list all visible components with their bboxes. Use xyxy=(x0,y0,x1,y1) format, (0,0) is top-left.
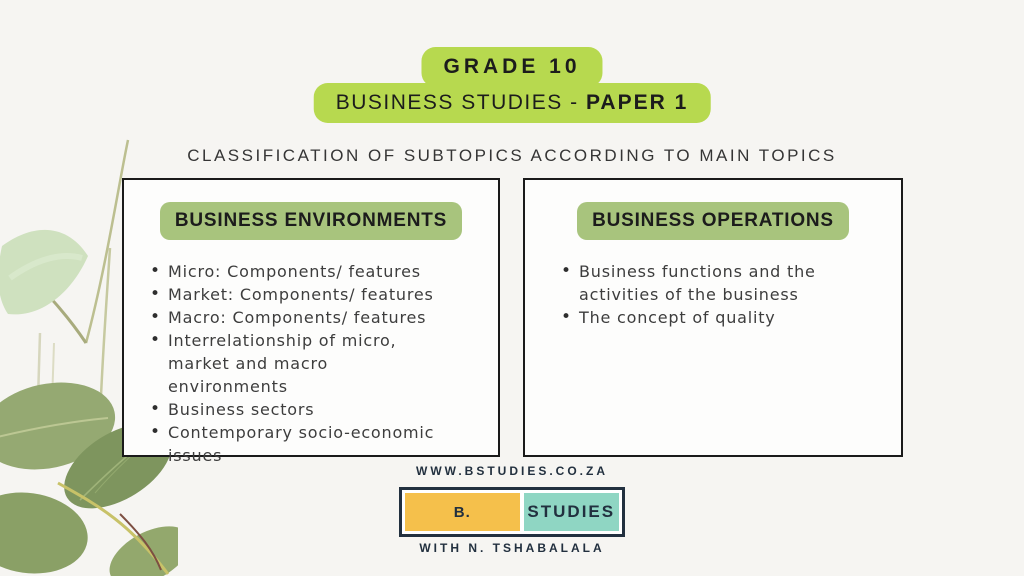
website-url: WWW.BSTUDIES.CO.ZA xyxy=(416,464,608,478)
list-item: • Interrelationship of micro, market and macro environments xyxy=(150,329,450,398)
list-item: • Contemporary socio-economic issues xyxy=(150,421,450,467)
business-environments-list xyxy=(150,260,498,467)
bstudies-logo xyxy=(399,487,625,537)
list-item: • The concept of quality xyxy=(561,306,861,329)
business-operations-heading: BUSINESS OPERATIONS xyxy=(577,202,849,240)
list-item: • Market: Components/ features xyxy=(150,283,450,306)
business-operations-box xyxy=(523,178,903,457)
logo-primary-block: B. xyxy=(405,493,520,531)
title-badge xyxy=(314,83,711,123)
title-regular: BUSINESS STUDIES - xyxy=(335,91,586,114)
list-item: • Micro: Components/ features xyxy=(150,260,450,283)
author-tagline: WITH N. TSHABALALA xyxy=(419,541,605,555)
grade-badge: GRADE 10 xyxy=(421,47,602,87)
list-item: • Macro: Components/ features xyxy=(150,306,450,329)
list-item: • Business functions and the activities of the business xyxy=(561,260,861,306)
business-environments-heading: BUSINESS ENVIRONMENTS xyxy=(160,202,462,240)
logo-secondary-block: STUDIES xyxy=(524,493,619,531)
title-bold: PAPER 1 xyxy=(585,91,689,114)
business-operations-list xyxy=(561,260,901,329)
slide-subtitle: CLASSIFICATION OF SUBTOPICS ACCORDING TO MAIN TOPICS xyxy=(187,146,837,165)
list-item: • Business sectors xyxy=(150,398,450,421)
business-environments-box xyxy=(122,178,500,465)
